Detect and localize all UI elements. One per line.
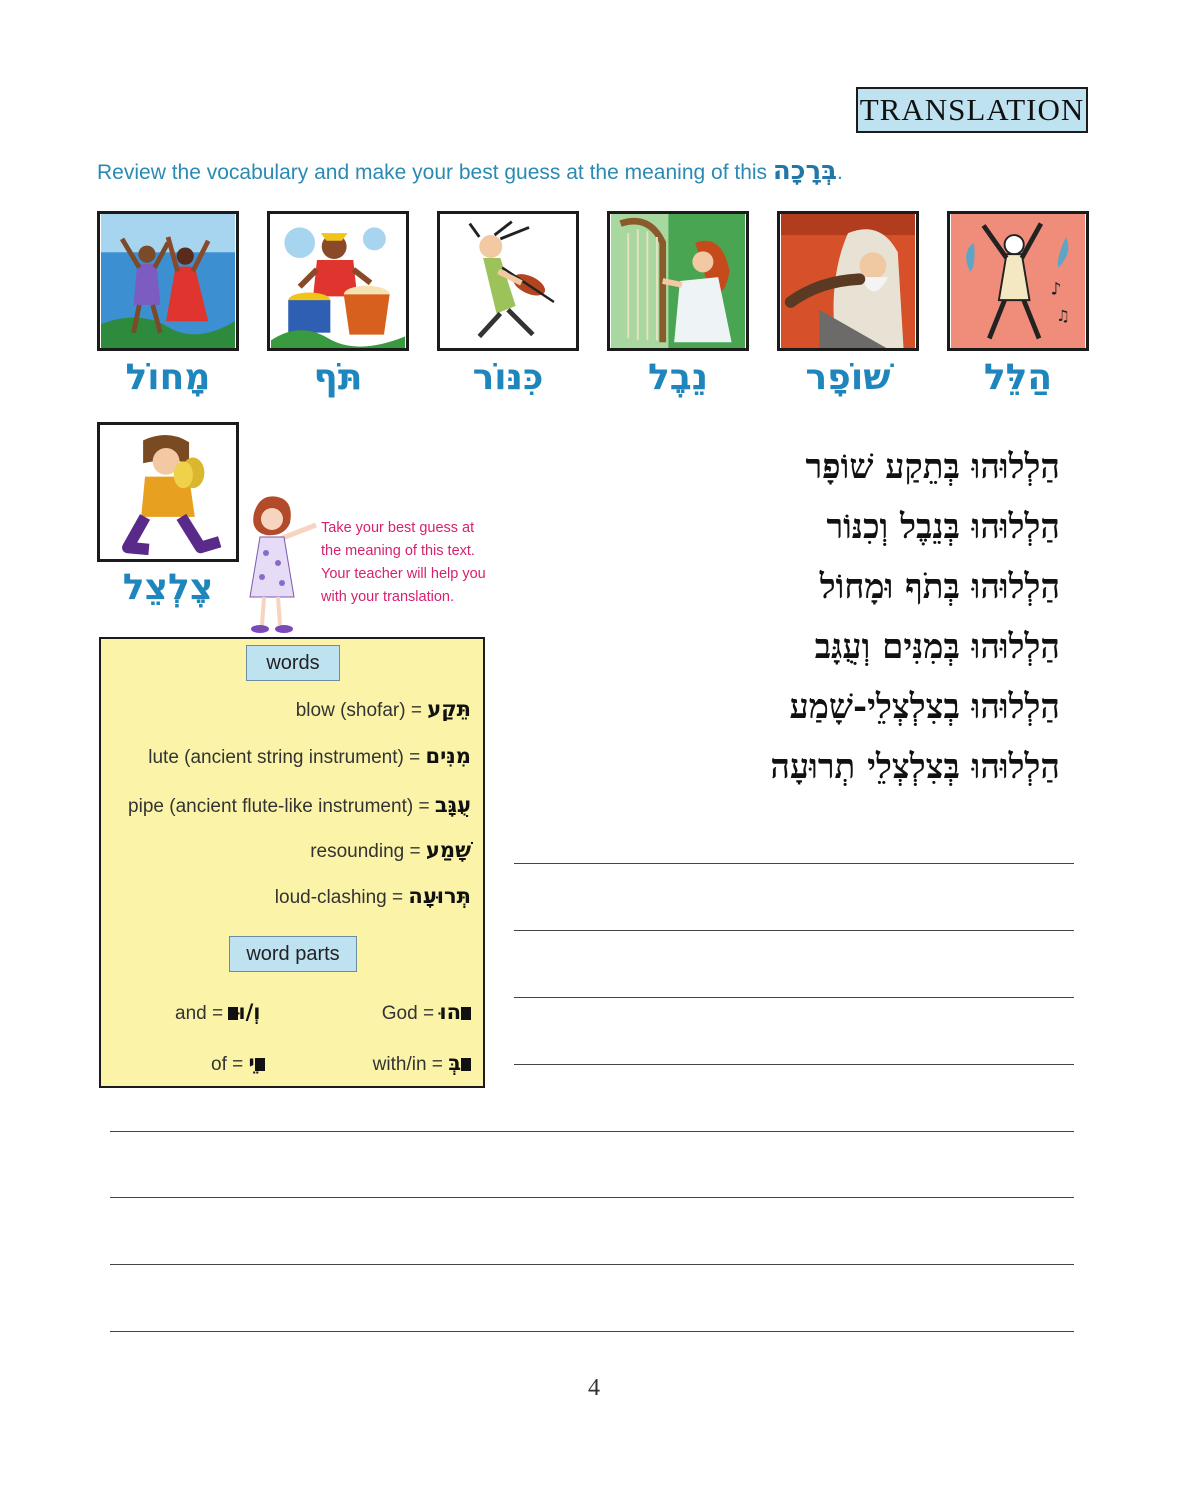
- vocab-english: with/in: [372, 1054, 427, 1075]
- instructions-text: Review the vocabulary and make your best guess at the meaning of this: [97, 161, 768, 184]
- writing-line[interactable]: [514, 1064, 1074, 1065]
- violinist-picture: [437, 211, 579, 351]
- verse-line-6: הַלְלוּהוּ בְּצִלְצְלֵי תְרוּעָה: [770, 747, 1060, 787]
- vocab-hebrew: עֻגָּב: [434, 793, 471, 817]
- word-parts-heading: word parts: [229, 936, 357, 972]
- verse-line-1: הַלְלוּהוּ בְּתֵקַע שׁוֹפָר: [805, 447, 1060, 487]
- dancers-picture: [97, 211, 239, 351]
- praise-figure-picture: [947, 211, 1089, 351]
- bubble-line: the meaning of this text.: [321, 543, 475, 559]
- cymbal-player-picture: [97, 422, 239, 562]
- bubble-line: Take your best guess at: [321, 520, 475, 536]
- shofar-blower-icon: [780, 214, 916, 348]
- cymbal-player-icon: [100, 425, 236, 559]
- svg-text:♪: ♪: [1050, 279, 1062, 300]
- drummer-icon: [270, 214, 406, 348]
- vocab-english: and: [175, 1003, 207, 1024]
- vocab-english: pipe (ancient flute-like instrument): [128, 796, 414, 817]
- writing-line[interactable]: [514, 863, 1074, 864]
- vocab-row: resounding = שָׁמַע: [310, 838, 471, 862]
- vocab-english: loud-clashing: [274, 887, 387, 908]
- instructions-period: .: [837, 161, 843, 184]
- bubble-line: with your translation.: [321, 589, 454, 605]
- speech-bubble: [321, 517, 501, 609]
- vocab-part: of = ֵי: [211, 1051, 265, 1076]
- vocab-hebrew: מִנִּים: [425, 744, 471, 768]
- writing-line[interactable]: [110, 1197, 1074, 1198]
- vocab-row: blow (shofar) = תֵּקַע: [295, 697, 471, 721]
- vocab-english: resounding: [310, 841, 405, 862]
- instructions-word: בְּרָכָה: [772, 156, 837, 186]
- vocab-english: blow (shofar): [295, 700, 406, 721]
- label-tof: תֹּף: [313, 357, 363, 398]
- pointing-girl-icon: [240, 493, 320, 635]
- placeholder-square-icon: [461, 1058, 471, 1071]
- vocab-hebrew: ֵי: [248, 1051, 255, 1075]
- violinist-icon: [440, 214, 576, 348]
- vocab-part: and = וְ/וּ: [175, 1000, 261, 1024]
- label-machol: מָחוֹל: [125, 357, 211, 398]
- writing-line[interactable]: [514, 930, 1074, 931]
- vocab-hebrew: וְ/וּ: [238, 1000, 261, 1024]
- writing-line[interactable]: [514, 997, 1074, 998]
- harp-player-icon: [610, 214, 746, 348]
- vocabulary-box: [99, 637, 485, 1088]
- verse-line-4: הַלְלוּהוּ בְּמִנִּים וְעֻגָּב: [814, 627, 1060, 667]
- vocab-hebrew: בְּ: [448, 1051, 461, 1075]
- vocab-hebrew: שָׁמַע: [425, 838, 471, 862]
- vocab-hebrew: הוּ: [439, 1000, 461, 1024]
- instructions: [97, 156, 843, 186]
- vocab-hebrew: תֵּקַע: [427, 697, 471, 721]
- writing-line[interactable]: [110, 1331, 1074, 1332]
- label-shofar: שׁוֹפָר: [805, 357, 891, 398]
- vocab-part: with/in = בְּ: [373, 1051, 471, 1076]
- vocab-english: lute (ancient string instrument): [148, 747, 404, 768]
- vocab-part: God = הוּ: [382, 1000, 471, 1025]
- verse-line-5: הַלְלוּהוּ בְצִלְצְלֵי-שָׁמַע: [789, 687, 1060, 727]
- dancers-icon: [100, 214, 236, 348]
- verse-line-2: הַלְלוּהוּ בְּנֵבֶל וְכִנּוֹר: [826, 507, 1060, 547]
- placeholder-square-icon: [255, 1058, 265, 1071]
- vocab-english: God: [381, 1003, 418, 1024]
- words-heading: words: [246, 645, 340, 681]
- label-kinor: כִּנּוֹר: [472, 357, 544, 398]
- placeholder-square-icon: [461, 1007, 471, 1020]
- svg-text:♫: ♫: [1056, 307, 1071, 326]
- shofar-blower-picture: [777, 211, 919, 351]
- label-nevel: נֵבֶל: [647, 357, 709, 398]
- vocab-english: of: [211, 1054, 227, 1075]
- writing-line[interactable]: [110, 1264, 1074, 1265]
- placeholder-square-icon: [228, 1007, 238, 1020]
- vocab-row: lute (ancient string instrument) = מִנִּים: [148, 744, 471, 768]
- bubble-line: Your teacher will help you: [321, 566, 486, 582]
- page-title: TRANSLATION: [856, 87, 1088, 133]
- drummer-picture: [267, 211, 409, 351]
- writing-line[interactable]: [110, 1131, 1074, 1132]
- praise-figure-icon: [950, 214, 1086, 348]
- vocab-row: pipe (ancient flute-like instrument) = עֻגָּב: [128, 793, 471, 817]
- vocab-row: loud-clashing = תְּרוּעָה: [274, 884, 471, 908]
- vocab-hebrew: תְּרוּעָה: [408, 884, 471, 908]
- harp-player-picture: [607, 211, 749, 351]
- girl-pointing-illustration: [240, 493, 320, 635]
- label-hallel: הַלֵּל: [983, 357, 1053, 398]
- page-number: 4: [588, 1375, 600, 1401]
- label-tziltzel: צֶלְצֵל: [122, 567, 214, 608]
- verse-line-3: הַלְלוּהוּ בְּתֹף וּמָחוֹל: [819, 567, 1060, 607]
